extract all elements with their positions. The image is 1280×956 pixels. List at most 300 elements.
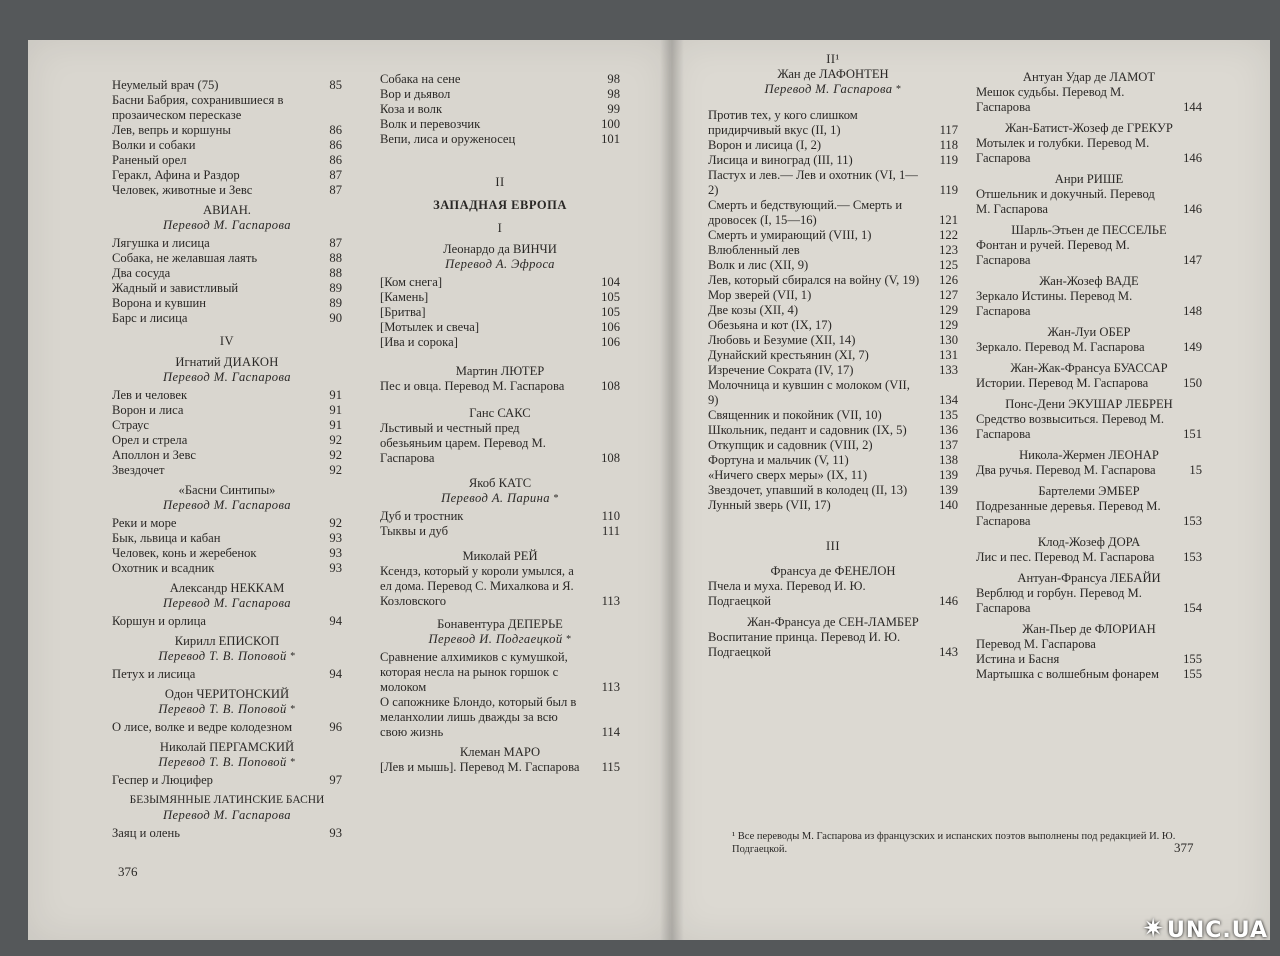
toc-entry-title: Лев, который сбирался на войну (V, 19) [708, 273, 920, 287]
right-column-2 [976, 64, 1202, 682]
toc-entry-page: 136 [939, 423, 958, 437]
toc-entry [112, 403, 342, 418]
toc-entry-page: 86 [329, 138, 342, 152]
toc-entry [976, 463, 1202, 478]
toc-entry-page: 105 [601, 305, 620, 319]
toc-entry-title: О лисе, волке и ведре колодезном [112, 720, 293, 734]
toc-entry-title: Ксендз, который у короли умылся, а ел дома. Перевод С. Михалкова и Я. Козловского [380, 564, 574, 608]
author-heading: Жан-Жак-Франсуа БУАССАР [1010, 361, 1168, 375]
toc-entry-page: 101 [601, 132, 620, 146]
toc-entry-title: Зеркало Истины. Перевод М. Гаспарова [976, 289, 1133, 318]
toc-entry-page: 135 [939, 408, 958, 422]
toc-entry-title: Лисица и виноград (III, 11) [708, 153, 853, 167]
toc-entry [708, 348, 958, 363]
author-heading: Ганс САКС [469, 406, 531, 420]
toc-entry-page: 92 [329, 433, 342, 447]
toc-entry [708, 579, 958, 609]
toc-entry [708, 243, 958, 258]
toc-entry-title: Орел и стрела [112, 433, 188, 447]
toc-entry [380, 379, 620, 394]
toc-entry-page: 126 [939, 273, 958, 287]
toc-entry-title: Воспитание принца. Перевод И. Ю. Подгаецкой [708, 630, 901, 659]
toc-entry-page: 125 [939, 258, 958, 272]
toc-entry-page: 105 [601, 290, 620, 304]
star-icon: ✷ [1142, 914, 1165, 944]
toc-entry-title: Басни Бабрия, сохранившиеся в прозаическом пересказе [112, 93, 284, 122]
author-heading: Антуан-Франсуа ЛЕБАЙИ [1017, 571, 1161, 585]
author-heading: Анри РИШЕ [1054, 172, 1124, 186]
toc-entry-page: 91 [329, 388, 342, 402]
toc-entry [708, 438, 958, 453]
toc-entry [112, 78, 342, 93]
toc-block-diakon [112, 388, 342, 478]
toc-entry-title: Истории. Перевод М. Гаспарова [976, 376, 1149, 390]
toc-block-deperie [380, 650, 620, 740]
toc-entry-title: Волк и лис (XII, 9) [708, 258, 809, 272]
toc-entry [708, 483, 958, 498]
author-heading: Франсуа де ФЕНЕЛОН [770, 564, 896, 578]
toc-entry [976, 187, 1202, 217]
toc-entry [112, 388, 342, 403]
toc-entry-page: 118 [939, 138, 958, 152]
toc-entry [708, 453, 958, 468]
toc-entry-title: Изречение Сократа (IV, 17) [708, 363, 854, 377]
toc-entry-page: 122 [939, 228, 958, 242]
toc-entry-title: Жадный и завистливый [112, 281, 239, 295]
toc-block-col2-top [380, 72, 620, 147]
toc-block-avian [112, 236, 342, 326]
translator-line: Перевод Т. В. Поповой * [158, 702, 296, 716]
author-heading: Понс-Дени ЭКУШАР ЛЕБРЕН [1005, 397, 1173, 411]
toc-entry-page: 121 [939, 213, 958, 227]
toc-entry-page: 129 [939, 303, 958, 317]
toc-entry-title: Коза и волк [380, 102, 443, 116]
toc-entry-page: 98 [607, 87, 620, 101]
toc-entry [380, 132, 620, 147]
toc-entry-title: Волки и собаки [112, 138, 196, 152]
toc-entry-title: Дунайский крестьянин (XI, 7) [708, 348, 869, 362]
toc-entry-title: Верблюд и горбун. Перевод М. Гаспарова [976, 586, 1142, 615]
toc-entry-page: 86 [329, 153, 342, 167]
toc-entry-title: Священник и покойник (VII, 10) [708, 408, 882, 422]
toc-entry-page: 106 [601, 320, 620, 334]
toc-entry [708, 408, 958, 423]
toc-entry [112, 296, 342, 311]
toc-entry-page: 91 [329, 418, 342, 432]
author-heading: «Басни Синтипы» [178, 483, 276, 497]
toc-entry [380, 421, 620, 466]
toc-block-marot [380, 760, 620, 775]
toc-entry [112, 266, 342, 281]
toc-entry-page: 88 [329, 266, 342, 280]
toc-entry-page: 155 [1183, 652, 1202, 666]
toc-entry-page: 146 [1183, 202, 1202, 216]
toc-entry-title: Ворона и кувшин [112, 296, 207, 310]
toc-entry [708, 468, 958, 483]
toc-entry-page: 93 [329, 561, 342, 575]
toc-entry-title: Смерть и умирающий (VIII, 1) [708, 228, 872, 242]
toc-entry [708, 198, 958, 228]
toc-entry [380, 509, 620, 524]
author-heading: Жан-Луи ОБЕР [1047, 325, 1131, 339]
toc-entry-page: 114 [601, 725, 620, 739]
toc-entry [976, 376, 1202, 391]
author-heading: Игнатий ДИАКОН [175, 355, 279, 369]
toc-entry-page: 89 [329, 281, 342, 295]
toc-block-col1-top [112, 78, 342, 198]
toc-entry-title: Коршун и орлица [112, 614, 206, 628]
author-heading: Жан де ЛАФОНТЕН [777, 67, 889, 81]
toc-entry-page: 149 [1183, 340, 1202, 354]
toc-block-right-col2 [976, 70, 1202, 652]
page-number-left: 376 [118, 864, 138, 879]
toc-entry-page: 134 [939, 393, 958, 407]
toc-entry-title: Обезьяна и кот (IX, 17) [708, 318, 832, 332]
toc-block-episkop [112, 667, 342, 682]
author-heading: Жан-Франсуа де СЕН-ЛАМБЕР [747, 615, 919, 629]
toc-entry-title: Страус [112, 418, 150, 432]
toc-entry-title: Против тех, у кого слишком придирчивый вкус (II, 1) [708, 108, 858, 137]
toc-entry-page: 93 [329, 531, 342, 545]
author-heading: Антуан Удар де ЛАМОТ [1022, 70, 1156, 84]
toc-block-lambert [708, 630, 958, 660]
toc-entry-page: 117 [939, 123, 958, 137]
translator-line: Перевод М. Гаспарова [163, 370, 291, 384]
toc-entry [976, 667, 1202, 682]
toc-entry [976, 586, 1202, 616]
toc-entry-title: Заяц и олень [112, 826, 180, 840]
translator-line: Перевод М. Гаспарова [163, 808, 291, 822]
toc-entry-title: Сравнение алхимиков с кумушкой, которая несла на рынок горшок с молоком [380, 650, 568, 694]
toc-entry-title: Средство возвыситься. Перевод М. Гаспарова [976, 412, 1164, 441]
toc-entry-page: 87 [329, 183, 342, 197]
author-heading: Миколай РЕЙ [462, 549, 538, 563]
toc-block-sachs [380, 421, 620, 466]
toc-entry-title: [Камень] [380, 290, 429, 304]
author-heading: Бонавентура ДЕПЕРЬЕ [437, 617, 563, 631]
toc-entry-title: Мартышка с волшебным фонарем [976, 667, 1159, 681]
toc-entry-title: Мор зверей (VII, 1) [708, 288, 812, 302]
toc-entry [708, 318, 958, 333]
toc-entry-page: 97 [329, 773, 342, 787]
toc-entry-page: 113 [601, 680, 620, 694]
toc-entry [708, 333, 958, 348]
toc-entry [380, 760, 620, 775]
toc-block-syntipa [112, 516, 342, 576]
author-heading: Бартелеми ЭМБЕР [1038, 484, 1140, 498]
section-title: ЗАПАДНАЯ ЕВРОПА [433, 198, 567, 212]
toc-entry-title: Отшельник и докучный. Перевод М. Гаспарова [976, 187, 1155, 216]
right-column-1 [708, 52, 958, 660]
toc-entry-title: [Ком снега] [380, 275, 443, 289]
author-heading: Клеман МАРО [459, 745, 541, 759]
author-heading: БЕЗЫМЯННЫЕ ЛАТИНСКИЕ БАСНИ [129, 794, 325, 806]
toc-entry [708, 108, 958, 138]
toc-entry [708, 303, 958, 318]
toc-entry [976, 340, 1202, 355]
toc-entry-page: 153 [1183, 514, 1202, 528]
toc-entry-page: 129 [939, 318, 958, 332]
left-column-2 [380, 72, 620, 775]
toc-entry-title: Вепи, лиса и оруженосец [380, 132, 516, 146]
toc-entry [708, 138, 958, 153]
toc-entry-title: Бык, львица и кабан [112, 531, 221, 545]
toc-entry-page: 138 [939, 453, 958, 467]
toc-entry-title: Пес и овца. Перевод М. Гаспарова [380, 379, 565, 393]
translator-line: Перевод М. Гаспарова [163, 498, 291, 512]
toc-entry-title: Петух и лисица [112, 667, 196, 681]
section-heading-ii: II [495, 175, 505, 189]
toc-entry [708, 258, 958, 273]
translator-line: Перевод Т. В. Поповой * [158, 649, 296, 663]
toc-entry [380, 320, 620, 335]
toc-entry [976, 136, 1202, 166]
section-heading-i: I [497, 221, 503, 235]
toc-entry-page: 93 [329, 546, 342, 560]
toc-block-lafontaine [708, 108, 958, 513]
translator-line: Перевод М. Гаспарова * [764, 82, 902, 96]
toc-entry [708, 378, 958, 408]
toc-entry-title: Лягушка и лисица [112, 236, 210, 250]
toc-entry-page: 147 [1183, 253, 1202, 267]
toc-entry-title: Аполлон и Зевс [112, 448, 196, 462]
toc-entry [112, 448, 342, 463]
toc-entry-page: 146 [1183, 151, 1202, 165]
toc-entry [112, 720, 342, 735]
toc-entry [976, 289, 1202, 319]
section-heading-iii: III [826, 539, 840, 553]
toc-entry-page: 86 [329, 123, 342, 137]
author-heading: Шарль-Этьен де ПЕССЕЛЬЕ [1011, 223, 1167, 237]
left-column-1 [112, 78, 342, 841]
toc-entry [112, 531, 342, 546]
toc-entry-page: 139 [939, 468, 958, 482]
toc-entry [380, 87, 620, 102]
toc-entry [708, 153, 958, 168]
author-heading: Жан-Пьер де ФЛОРИАН [1022, 622, 1156, 636]
toc-entry-page: 108 [601, 451, 620, 465]
toc-entry [976, 238, 1202, 268]
toc-entry-page: 127 [939, 288, 958, 302]
toc-entry-title: Мотылек и голубки. Перевод М. Гаспарова [976, 136, 1150, 165]
author-heading: Кирилл ЕПИСКОП [174, 634, 280, 648]
toc-entry-page: 108 [601, 379, 620, 393]
toc-entry-title: Влюбленный лев [708, 243, 800, 257]
toc-entry-page: 130 [939, 333, 958, 347]
toc-entry [380, 650, 620, 695]
toc-block-cats [380, 509, 620, 539]
toc-entry [380, 695, 620, 740]
toc-entry-page: 106 [601, 335, 620, 349]
translator-line: Перевод М. Гаспарова [163, 218, 291, 232]
toc-entry [112, 311, 342, 326]
left-page [28, 40, 670, 940]
right-page [670, 40, 1270, 940]
toc-entry-title: Фортуна и мальчик (V, 11) [708, 453, 849, 467]
toc-entry-page: 154 [1183, 601, 1202, 615]
toc-entry-page: 143 [939, 645, 958, 659]
toc-entry [708, 630, 958, 660]
toc-entry-page: 150 [1183, 376, 1202, 390]
toc-entry-title: [Мотылек и свеча] [380, 320, 480, 334]
toc-block-vinci [380, 275, 620, 350]
toc-entry-page: 137 [939, 438, 958, 452]
toc-entry [708, 288, 958, 303]
toc-entry-page: 92 [329, 448, 342, 462]
toc-entry-page: 91 [329, 403, 342, 417]
toc-entry-title: Зеркало. Перевод М. Гаспарова [976, 340, 1145, 354]
toc-entry-page: 89 [329, 296, 342, 310]
toc-entry-title: Пчела и муха. Перевод И. Ю. Подгаецкой [708, 579, 866, 608]
toc-entry-title: Ворон и лиса [112, 403, 184, 417]
toc-entry [112, 236, 342, 251]
toc-entry [380, 290, 620, 305]
toc-entry-page: 111 [602, 524, 620, 538]
toc-entry-title: Лис и пес. Перевод М. Гаспарова [976, 550, 1155, 564]
toc-entry-title: Неумелый врач (75) [112, 78, 219, 92]
toc-entry-title: [Лев и мышь]. Перевод М. Гаспарова [380, 760, 580, 774]
toc-entry-title: Ворон и лисица (I, 2) [708, 138, 822, 152]
toc-entry [976, 85, 1202, 115]
toc-entry [380, 72, 620, 87]
translator-line: Перевод А. Парина * [441, 491, 559, 505]
toc-block-cheriton [112, 720, 342, 735]
toc-entry [112, 153, 342, 168]
author-heading: Мартин ЛЮТЕР [455, 364, 545, 378]
toc-entry-page: 100 [601, 117, 620, 131]
toc-entry-page: 115 [601, 760, 620, 774]
toc-entry-page: 139 [939, 483, 958, 497]
toc-entry [112, 123, 342, 138]
toc-entry [708, 273, 958, 288]
toc-entry [708, 363, 958, 378]
toc-block-latin [112, 826, 342, 841]
toc-entry-title: Раненый орел [112, 153, 187, 167]
toc-entry-page: 151 [1183, 427, 1202, 441]
author-heading: Никола-Жермен ЛЕОНАР [1019, 448, 1159, 462]
toc-entry-page: 119 [939, 183, 958, 197]
toc-entry-page: 87 [329, 168, 342, 182]
toc-entry-title: Подрезанные деревья. Перевод М. Гаспарова [976, 499, 1161, 528]
toc-entry [976, 550, 1202, 565]
toc-entry [112, 183, 342, 198]
toc-entry-page: 87 [329, 236, 342, 250]
toc-entry-page: 90 [329, 311, 342, 325]
watermark-logo: ✷UNC.UA [1142, 914, 1268, 944]
toc-entry-title: Лев и человек [112, 388, 188, 402]
toc-entry-page: 94 [329, 667, 342, 681]
toc-entry [976, 412, 1202, 442]
footnote: ¹ Все переводы М. Гаспарова из французских и испанских поэтов выполнены под редакцией И. Ю. Подгаецкой. [732, 831, 1176, 855]
toc-entry-page: 131 [939, 348, 958, 362]
toc-entry [380, 117, 620, 132]
section-heading-iv: IV [219, 334, 235, 348]
toc-entry-title: Собака, не желавшая лаять [112, 251, 258, 265]
toc-entry-title: Дуб и тростник [380, 509, 464, 523]
author-heading: Леонардо да ВИНЧИ [443, 242, 557, 256]
toc-entry-title: Молочница и кувшин с молоком (VII, 9) [708, 378, 910, 407]
toc-entry-page: 94 [329, 614, 342, 628]
toc-entry-title: «Ничего сверх меры» (IX, 11) [708, 468, 868, 482]
toc-entry-page: 148 [1183, 304, 1202, 318]
toc-entry [112, 168, 342, 183]
toc-entry-page: 140 [939, 498, 958, 512]
toc-entry-page: 123 [939, 243, 958, 257]
author-heading: Клод-Жозеф ДОРА [1037, 535, 1141, 549]
toc-entry [380, 524, 620, 539]
toc-entry-title: Человек, животные и Зевс [112, 183, 253, 197]
toc-entry-page: 85 [329, 78, 342, 92]
toc-entry [112, 614, 342, 629]
toc-block-luther [380, 379, 620, 394]
page-number-right: 377 [1174, 840, 1194, 855]
toc-entry-page: 92 [329, 463, 342, 477]
toc-entry [976, 637, 1202, 652]
toc-entry-title: Школьник, педант и садовник (IX, 5) [708, 423, 907, 437]
toc-entry [708, 498, 958, 513]
toc-entry [112, 561, 342, 576]
toc-entry-title: [Ива и сорока] [380, 335, 458, 349]
toc-entry-page: 15 [1189, 463, 1202, 477]
translator-line: Перевод А. Эфроса [445, 257, 555, 271]
toc-entry-title: Звездочет, упавший в колодец (II, 13) [708, 483, 908, 497]
toc-entry-title: Две козы (XII, 4) [708, 303, 799, 317]
toc-entry-title: Льстивый и честный пред обезьяньим царем. Перевод М. Гаспарова [380, 421, 546, 465]
toc-entry [112, 546, 342, 561]
toc-entry [976, 499, 1202, 529]
translator-line: Перевод М. Гаспарова [163, 596, 291, 610]
toc-entry [708, 423, 958, 438]
toc-entry-page: 110 [601, 509, 620, 523]
toc-entry-title: Лунный зверь (VII, 17) [708, 498, 831, 512]
toc-entry-title: Смерть и бедствующий.— Смерть и дровосек (I, 15—16) [708, 198, 903, 227]
toc-entry-title: Геспер и Люцифер [112, 773, 213, 787]
author-heading: Якоб КАТС [468, 476, 532, 490]
toc-entry [708, 168, 958, 198]
toc-entry [112, 826, 342, 841]
toc-entry [976, 652, 1202, 667]
toc-entry [112, 281, 342, 296]
toc-entry-title: Вор и дьявол [380, 87, 451, 101]
toc-entry-page: 99 [607, 102, 620, 116]
toc-entry [380, 102, 620, 117]
toc-entry-title: Человек, конь и жеребенок [112, 546, 257, 560]
toc-entry [112, 516, 342, 531]
toc-entry-title: [Бритва] [380, 305, 426, 319]
toc-entry-title: Геракл, Афина и Раздор [112, 168, 240, 182]
author-heading: Александр НЕККАМ [169, 581, 285, 595]
toc-entry [112, 433, 342, 448]
toc-entry-title: Откупщик и садовник (VIII, 2) [708, 438, 873, 452]
toc-entry [112, 93, 342, 123]
toc-entry-title: Фонтан и ручей. Перевод М. Гаспарова [976, 238, 1130, 267]
toc-entry [112, 773, 342, 788]
toc-entry [380, 305, 620, 320]
toc-entry [112, 418, 342, 433]
toc-entry-title: О сапожнике Блондо, который был в меланхолии лишь дважды за всю свою жизнь [380, 695, 577, 739]
toc-block-florian [976, 652, 1202, 682]
toc-block-nekkam [112, 614, 342, 629]
toc-entry-page: 93 [329, 826, 342, 840]
toc-entry-title: Истина и Басня [976, 652, 1060, 666]
toc-entry-title: Волк и перевозчик [380, 117, 481, 131]
toc-entry [112, 463, 342, 478]
toc-entry-page: 146 [939, 594, 958, 608]
author-heading: Николай ПЕРГАМСКИЙ [159, 740, 295, 754]
toc-entry-title: Мешок судьбы. Перевод М. Гаспарова [976, 85, 1125, 114]
translator-line: Перевод И. Подгаецкой * [428, 632, 572, 646]
toc-entry-title: Два сосуда [112, 266, 171, 280]
